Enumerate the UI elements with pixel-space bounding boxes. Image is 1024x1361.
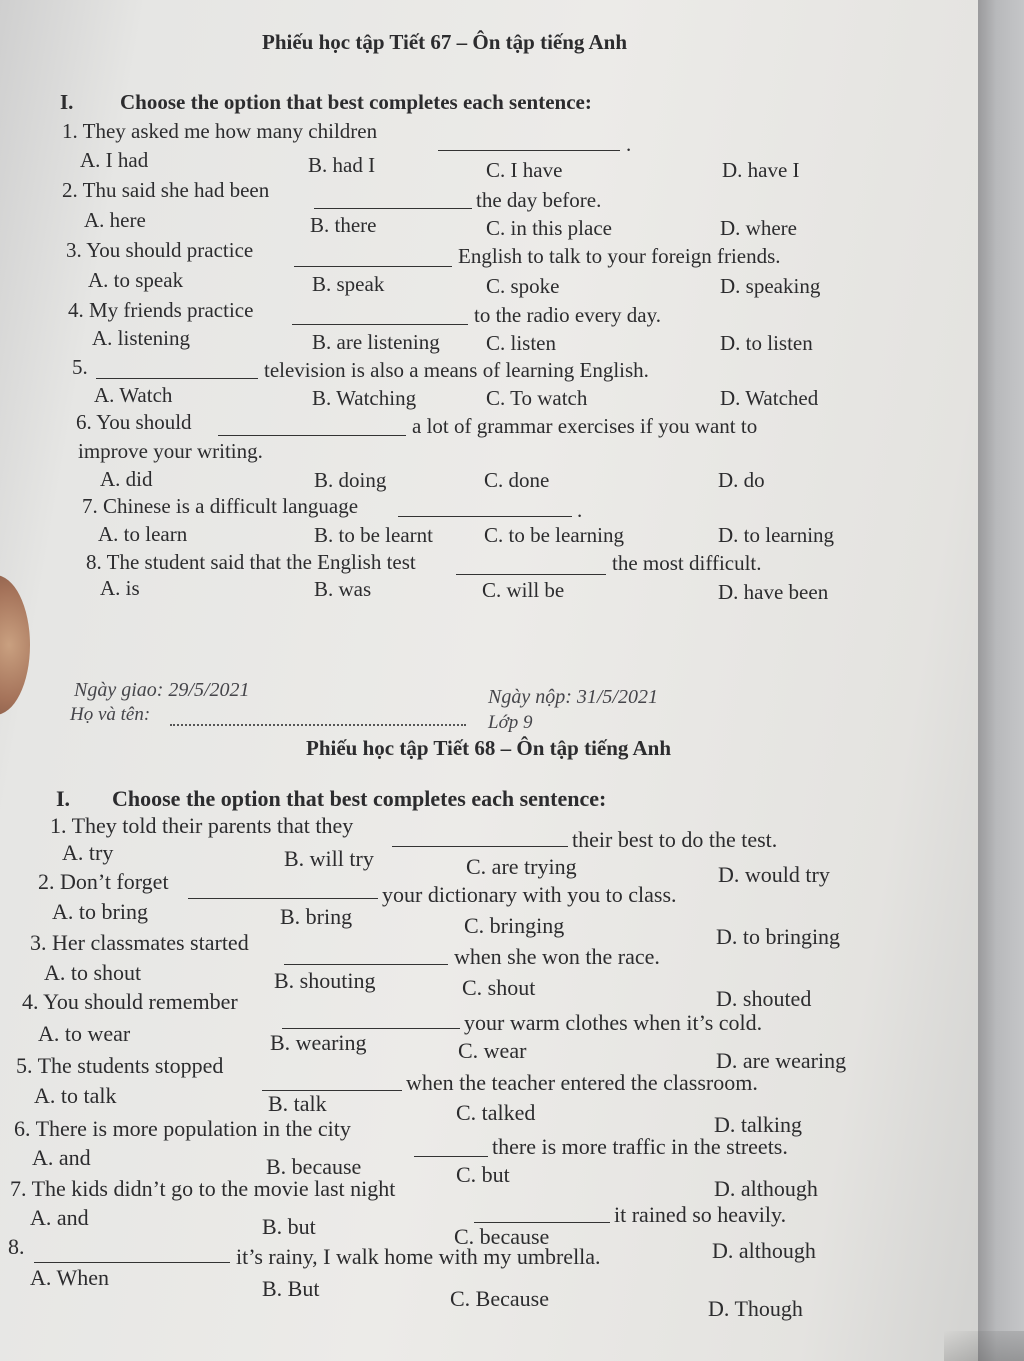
option-a[interactable]: A. try — [62, 840, 114, 865]
option-a[interactable]: A. to speak — [88, 268, 184, 292]
q-after: the day before. — [476, 188, 602, 212]
option-a[interactable]: A. is — [100, 576, 140, 600]
q-stem: 5. — [72, 355, 88, 379]
option-a[interactable]: A. to learn — [98, 522, 188, 546]
q-stem: 2. Don’t forget — [38, 869, 169, 894]
q-stem: 7. Chinese is a difficult language — [82, 494, 359, 518]
option-d[interactable]: D. do — [718, 468, 765, 492]
option-d[interactable]: D. Though — [708, 1296, 803, 1321]
option-b[interactable]: B. talk — [268, 1091, 327, 1116]
answer-blank[interactable] — [392, 846, 568, 847]
sheet1-title: Phiếu học tập Tiết 67 – Ôn tập tiếng Anh — [262, 30, 628, 54]
q-after: English to talk to your foreign friends. — [458, 244, 781, 268]
option-c[interactable]: C. in this place — [486, 216, 612, 240]
option-c[interactable]: C. done — [484, 468, 550, 492]
q-stem: 7. The kids didn’t go to the movie last night — [10, 1176, 396, 1201]
q-after: their best to do the test. — [572, 827, 778, 852]
option-a[interactable]: A. listening — [92, 326, 190, 350]
option-d[interactable]: D. talking — [714, 1112, 802, 1137]
q-stem: 1. They asked me how many children — [62, 119, 378, 143]
option-a[interactable]: A. here — [84, 208, 146, 232]
option-b[interactable]: B. there — [310, 213, 377, 237]
q-stem: 6. You should — [76, 410, 192, 434]
option-b[interactable]: B. will try — [284, 846, 374, 871]
option-d[interactable]: D. to listen — [720, 331, 813, 355]
q-after: there is more traffic in the streets. — [492, 1134, 788, 1159]
option-c[interactable]: C. bringing — [464, 913, 565, 938]
option-b[interactable]: B. are listening — [312, 330, 440, 354]
answer-blank[interactable] — [438, 150, 620, 151]
q-after: . — [626, 132, 632, 156]
option-c[interactable]: C. are trying — [466, 854, 577, 879]
answer-blank[interactable] — [34, 1262, 230, 1263]
answer-blank[interactable] — [188, 898, 378, 899]
option-c[interactable]: C. Because — [450, 1286, 549, 1311]
option-c[interactable]: C. to be learning — [484, 523, 624, 547]
class-label: Lớp 9 — [488, 712, 533, 733]
option-a[interactable]: A. to wear — [38, 1021, 131, 1046]
sheet1-section-title: Choose the option that best completes each sentence: — [120, 90, 592, 114]
option-c[interactable]: C. listen — [486, 331, 557, 355]
option-c[interactable]: C. To watch — [486, 386, 588, 410]
option-a[interactable]: A. to bring — [52, 899, 148, 924]
q-stem: 2. Thu said she had been — [62, 178, 270, 202]
table-surface — [978, 0, 1024, 1361]
answer-blank[interactable] — [282, 1028, 460, 1029]
option-c[interactable]: C. wear — [458, 1038, 527, 1063]
answer-blank[interactable] — [314, 208, 472, 209]
q-stem: 3. Her classmates started — [30, 930, 249, 955]
q-after: your dictionary with you to class. — [382, 882, 677, 907]
option-d[interactable]: D. to learning — [718, 523, 835, 547]
option-b[interactable]: B. but — [262, 1214, 316, 1239]
option-c[interactable]: C. talked — [456, 1100, 536, 1125]
q-stem: 8. The student said that the English test — [86, 550, 416, 574]
option-d[interactable]: D. are wearing — [716, 1048, 847, 1073]
q-stem: 4. You should remember — [22, 989, 238, 1014]
option-d[interactable]: D. Watched — [720, 386, 819, 410]
q-after: it rained so heavily. — [614, 1202, 787, 1227]
q-after: your warm clothes when it’s cold. — [464, 1010, 763, 1035]
option-a[interactable]: A. to shout — [44, 960, 142, 985]
answer-blank[interactable] — [96, 378, 258, 379]
option-c[interactable]: C. shout — [462, 975, 536, 1000]
option-d[interactable]: D. where — [720, 216, 797, 240]
q-stem: 4. My friends practice — [68, 298, 254, 322]
option-d[interactable]: D. to bringing — [716, 924, 841, 949]
answer-blank[interactable] — [456, 574, 606, 575]
q-after: when the teacher entered the classroom. — [406, 1070, 758, 1095]
q-after: to the radio every day. — [474, 303, 661, 327]
option-c[interactable]: C. will be — [482, 578, 565, 602]
option-d[interactable]: D. although — [714, 1176, 818, 1201]
option-b[interactable]: B. was — [314, 577, 372, 601]
option-a[interactable]: A. and — [32, 1145, 91, 1170]
option-a[interactable]: A. When — [30, 1265, 110, 1290]
option-d[interactable]: D. speaking — [720, 274, 821, 298]
sheet2-section-number: I. — [56, 786, 71, 811]
date-given: Ngày giao: 29/5/2021 — [74, 679, 250, 701]
q-after: . — [577, 498, 583, 522]
option-a[interactable]: A. and — [30, 1205, 89, 1230]
name-field[interactable] — [170, 724, 466, 726]
option-a[interactable]: A. I had — [80, 148, 149, 172]
option-b[interactable]: B. speak — [312, 272, 385, 296]
option-a[interactable]: A. did — [100, 467, 153, 491]
option-c[interactable]: C. because — [454, 1224, 550, 1249]
option-b[interactable]: B. had I — [308, 153, 376, 177]
q-continuation: improve your writing. — [78, 439, 263, 463]
sheet2-title: Phiếu học tập Tiết 68 – Ôn tập tiếng Anh — [306, 736, 672, 760]
option-b[interactable]: B. But — [262, 1276, 320, 1301]
option-b[interactable]: B. bring — [280, 904, 353, 929]
name-label: Họ và tên: — [70, 704, 151, 725]
corner-shadow — [944, 1331, 1024, 1361]
option-d[interactable]: D. have I — [722, 158, 800, 182]
q-after: the most difficult. — [612, 551, 762, 575]
answer-blank[interactable] — [218, 435, 406, 436]
option-c[interactable]: C. but — [456, 1162, 510, 1187]
option-c[interactable]: C. I have — [486, 158, 563, 182]
answer-blank[interactable] — [294, 266, 452, 267]
option-d[interactable]: D. although — [712, 1238, 816, 1263]
sheet2-section-title: Choose the option that best completes each sentence: — [112, 786, 607, 811]
date-due: Ngày nộp: 31/5/2021 — [488, 686, 658, 708]
option-b[interactable]: B. doing — [314, 468, 387, 492]
q-stem: 5. The students stopped — [16, 1053, 224, 1078]
option-b[interactable]: B. because — [266, 1154, 362, 1179]
option-b[interactable]: B. to be learnt — [314, 523, 433, 547]
q-after: when she won the race. — [454, 944, 660, 969]
option-d[interactable]: D. would try — [718, 862, 830, 887]
answer-blank[interactable] — [284, 964, 448, 965]
q-stem: 1. They told their parents that they — [50, 813, 354, 838]
sheet1-section-number: I. — [60, 90, 74, 114]
q-after: a lot of grammar exercises if you want to — [412, 414, 758, 438]
option-b[interactable]: B. shouting — [274, 968, 376, 993]
q-after: television is also a means of learning English. — [264, 358, 649, 382]
option-d[interactable]: D. have been — [718, 580, 829, 604]
option-a[interactable]: A. to talk — [34, 1083, 117, 1108]
option-a[interactable]: A. Watch — [94, 383, 173, 407]
q-stem: 6. There is more population in the city — [14, 1116, 351, 1141]
answer-blank[interactable] — [414, 1156, 488, 1157]
option-b[interactable]: B. wearing — [270, 1030, 367, 1055]
q-stem: 3. You should practice — [66, 238, 254, 262]
option-b[interactable]: B. Watching — [312, 386, 417, 410]
q-after: it’s rainy, I walk home with my umbrella. — [236, 1244, 601, 1269]
q-stem: 8. — [8, 1234, 25, 1259]
option-c[interactable]: C. spoke — [486, 274, 560, 298]
option-d[interactable]: D. shouted — [716, 986, 812, 1011]
answer-blank[interactable] — [292, 324, 468, 325]
answer-blank[interactable] — [398, 516, 572, 517]
answer-blank[interactable] — [474, 1222, 610, 1223]
